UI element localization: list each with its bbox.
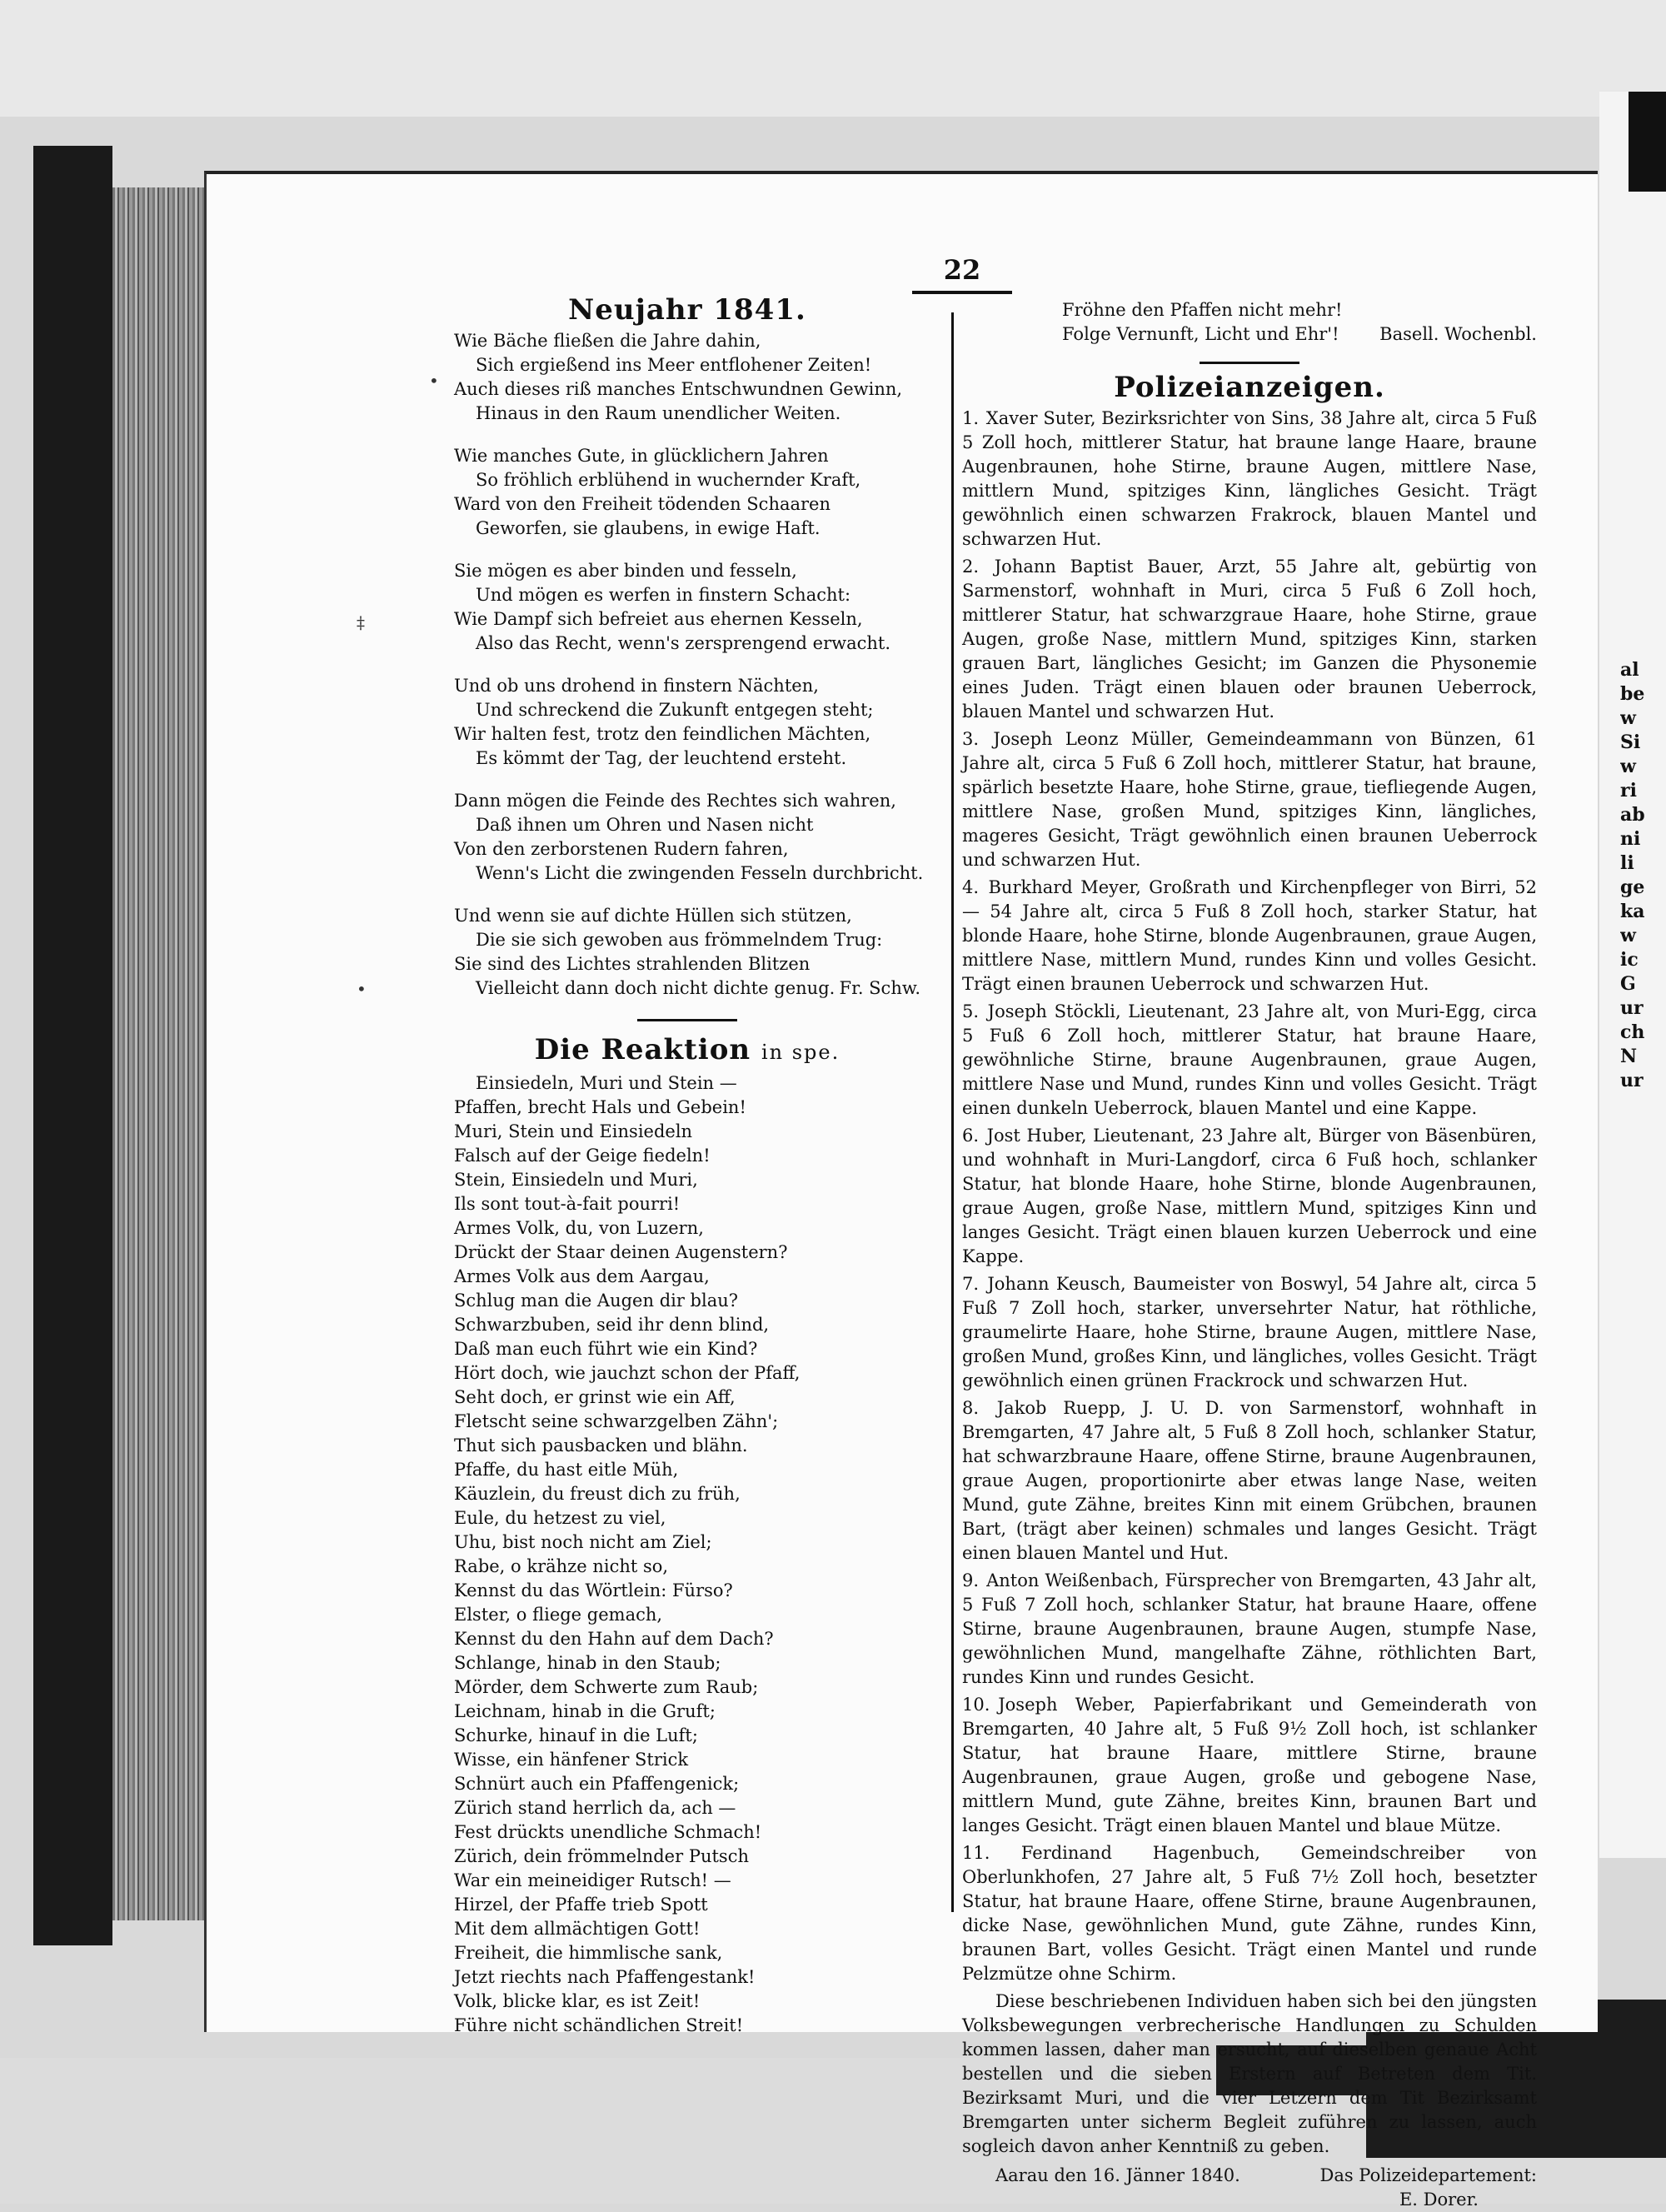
notice-text: Jost Huber, Lieutenant, 23 Jahre alt, Bürger von Bäsenbüren, und wohnhaft in Muri-Langdorf, circa 6 Fuß hoch, schlanker Statur, hat blonde Haare, hohe Stirne, blonde Augenbraunen, graue Augen, große Nase, mittlern Mund, spitziges Kinn und langes Gesicht. Trägt einen blauen kurzen Ueberrock und eine Kappe.: [962, 1126, 1537, 1266]
poem2-title-main: Die Reaktion: [534, 1033, 751, 1066]
poem-line: Armes Volk, du, von Luzern,: [454, 1218, 704, 1238]
continuation-source: Basell. Wochenbl.: [1379, 324, 1537, 344]
section-rule: [1200, 362, 1299, 364]
continuation-closing-row: [962, 322, 1537, 347]
poem1-signature: Fr. Schw.: [839, 978, 920, 998]
poem-line: Elster, o fliege gemach,: [454, 1605, 663, 1625]
poem-line: Schurke, hinauf in die Luft;: [454, 1725, 698, 1745]
poem-line: Daß man euch führt wie ein Kind?: [454, 1339, 758, 1359]
fragment-line: al: [1620, 659, 1639, 681]
fragment-line: ab: [1620, 804, 1645, 826]
scan-background-top: [0, 0, 1666, 117]
poem-line: Schnürt auch ein Pfaffengenick;: [454, 1774, 740, 1794]
notice-number: 5.: [962, 1001, 980, 1021]
notice-text: Xaver Suter, Bezirksrichter von Sins, 38 Jahre alt, circa 5 Fuß 5 Zoll hoch, mittlerer Statur, hat braune lange Haare, braune Augenbraunen, hohe Stirne, braune Augen, mittlere Nase, mittlern Mund, spitziges Kinn, längliches Gesicht. Trägt gewöhnlich einen schwarzen Frakrock, blauen Mantel und schwarzen Hut.: [962, 408, 1537, 549]
poem-line: Wisse, ein hänfener Strick: [454, 1750, 689, 1770]
notice-text: Johann Keusch, Baumeister von Boswyl, 54 Jahre alt, circa 5 Fuß 7 Zoll hoch, starker, unversehrter Natur, hat röthliche, graumelirte Haare, hohe Stirne, braune Augen, mittlere Nase, großen Mund, großes Kinn, und längliches, volles Gesicht. Trägt gewöhnlich einen grünen Frackrock und schwarzen Hut.: [962, 1274, 1537, 1391]
police-notice: [962, 555, 1537, 724]
poem-line: Seht doch, er grinst wie ein Aff,: [454, 1387, 736, 1407]
poem-line: Wenn's Licht die zwingenden Fesseln durchbricht.: [476, 863, 924, 883]
poem-line: Dann mögen die Feinde des Rechtes sich wahren,: [454, 791, 896, 811]
poem-line: Und ob uns drohend in finstern Nächten,: [454, 676, 819, 696]
police-notice: [962, 407, 1537, 552]
police-notice: [962, 1841, 1537, 1986]
poem-line: Thut sich pausbacken und blähn.: [454, 1436, 748, 1456]
police-notice: [962, 1000, 1537, 1121]
police-notice: [962, 727, 1537, 872]
continuation-line: Fröhne den Pfaffen nicht mehr!: [1062, 300, 1343, 320]
fragment-line: ri: [1620, 780, 1637, 801]
poem1-stanza: [454, 329, 920, 426]
poem-line: Uhu, bist noch nicht am Ziel;: [454, 1532, 712, 1552]
poem-line: Wie manches Gute, in glücklichern Jahren: [454, 446, 829, 466]
poem2-title: [454, 1033, 920, 1066]
continuation-line: Folge Vernunft, Licht und Ehr'!: [1062, 324, 1339, 344]
fragment-line: ni: [1620, 828, 1641, 850]
book-spine-edges: [112, 187, 204, 1920]
poem-line: So fröhlich erblühend in wuchernder Kraft,: [476, 470, 861, 490]
poem-line: Pfaffen, brecht Hals und Gebein!: [454, 1097, 746, 1117]
poem-line: Hört doch, wie jauchzt schon der Pfaff,: [454, 1363, 801, 1383]
poem2-lines: [454, 1071, 920, 2038]
police-notice: [962, 1693, 1537, 1838]
notice-text: Jakob Ruepp, J. U. D. von Sarmenstorf, wohnhaft in Bremgarten, 47 Jahre alt, 5 Fuß 8 Zoll hoch, schlanker Statur, hat schwarzbraune Haare, offene Stirne, braune Augenbraunen, graue Augen, proportionirte aber etwas lange Nase, weiten Mund, gute Zähne, breites Kinn mit einem Grübchen, braunen Bart, (trägt aber keinen) schmales und langes Gesicht. Trägt einen blauen Mantel und Hut.: [962, 1398, 1537, 1563]
police-notices: [962, 407, 1537, 1986]
place-date: Aarau den 16. Jänner 1840.: [995, 2165, 1240, 2185]
notice-number: 3.: [962, 729, 980, 749]
fragment-line: ur: [1620, 997, 1644, 1019]
notice-number: 11.: [962, 1843, 990, 1863]
fragment-line: w: [1620, 756, 1636, 777]
poem-line: Volk, blicke klar, es ist Zeit!: [454, 1991, 701, 2011]
fragment-line: G: [1620, 973, 1636, 995]
page-number: 22: [912, 254, 1012, 294]
notice-text: Joseph Weber, Papierfabrikant und Gemeinderath von Bremgarten, 40 Jahre alt, 5 Fuß 9½ Zoll hoch, ist schlanker Statur, hat braune Haare, mittlere Stirne, braune Augenbraunen, graue Augen, große und gebogene Nase, mittlern Mund, gute Zähne, breites Kinn, braunen Bart und langes Gesicht. Trägt einen blauen Mantel und blaue Mütze.: [962, 1695, 1537, 1835]
poem-line: Schlange, hinab in den Staub;: [454, 1653, 721, 1673]
poem-line: Falsch auf der Geige fiedeln!: [454, 1146, 711, 1166]
poem-line: Ward von den Freiheit tödenden Schaaren: [454, 494, 831, 514]
margin-mark: ‡: [357, 612, 365, 632]
poem-line: Käuzlein, du freust dich zu früh,: [454, 1484, 741, 1504]
poem1-stanza: [454, 559, 920, 656]
notice-number: 4.: [962, 877, 980, 897]
poem-line: Also das Recht, wenn's zersprengend erwacht.: [476, 633, 891, 653]
notice-number: 7.: [962, 1274, 980, 1294]
poem-line: Es kömmt der Tag, der leuchtend ersteht.: [476, 748, 847, 768]
poem-line: Jetzt riechts nach Pfaffengestank!: [454, 1967, 756, 1987]
police-closing-paragraph: Diese beschriebenen Individuen haben sich bei den jüngsten Volksbewegungen verbrecherische Handlungen zu Schulden kommen lassen, daher man ersucht, auf dieselben genaue Acht bestellen und die sieben Erstern auf Betreten dem Tit. Bezirksamt Muri, und die vier Letzern dem Tit Bezirksamt Bremgarten unter sicherm Begleit zuführen zu lassen, auch sogleich davon anher Kenntniß zu geben.: [962, 1991, 1537, 2156]
section-rule: [637, 1019, 737, 1021]
poem1-stanza: [454, 789, 924, 886]
poem-line: Und wenn sie auf dichte Hüllen sich stützen,: [454, 906, 852, 926]
scan-shadow-top-right: [1629, 92, 1666, 192]
margin-mark: •: [357, 979, 367, 999]
poem-line: Wir halten fest, trotz den feindlichen Mächten,: [454, 724, 871, 744]
poem-line: Sie sind des Lichtes strahlenden Blitzen: [454, 954, 811, 974]
notice-number: 2.: [962, 557, 980, 577]
poem-line: Ils sont tout-à-fait pourri!: [454, 1194, 681, 1214]
poem-line: Zürich stand herrlich da, ach —: [454, 1798, 736, 1818]
fragment-line: ic: [1620, 949, 1639, 971]
notice-text: Joseph Stöckli, Lieutenant, 23 Jahre alt, von Muri-Egg, circa 5 Fuß 6 Zoll hoch, mittlerer Statur, hat braune Haare, gewöhnliche Stirne, braune Augenbraunen, graue Augen, mittlere Nase und Mund, rundes Kinn und volles Gesicht. Trägt einen dunkeln Ueberrock, blauen Mantel und eine Kappe.: [962, 1001, 1537, 1118]
fragment-line: ur: [1620, 1070, 1644, 1091]
poem-line: Mit dem allmächtigen Gott!: [454, 1919, 701, 1939]
poem-line: Leichnam, hinab in die Gruft;: [454, 1701, 716, 1721]
poem-line: Wie Bäche fließen die Jahre dahin,: [454, 331, 761, 351]
poem-line: Hirzel, der Pfaffe trieb Spott: [454, 1895, 708, 1915]
poem-line: Führe nicht schändlichen Streit!: [454, 2015, 744, 2035]
poem-line: Sie mögen es aber binden und fesseln,: [454, 561, 797, 581]
poem1-stanzas: [454, 329, 924, 886]
poem-line: Muri, Stein und Einsiedeln: [454, 1121, 693, 1141]
poem-line: Pfaffe, du hast eitle Müh,: [454, 1460, 679, 1480]
signatory: E. Dorer.: [1399, 2190, 1479, 2210]
poem-line: Kennst du den Hahn auf dem Dach?: [454, 1629, 774, 1649]
right-column: [962, 298, 1537, 2212]
police-notice: [962, 1396, 1537, 1565]
fragment-line: ka: [1620, 901, 1645, 922]
police-notice: [962, 876, 1537, 996]
poem-line: Einsiedeln, Muri und Stein —: [476, 1073, 737, 1093]
poem1-last-stanza: [454, 904, 920, 1001]
margin-mark: •: [429, 371, 439, 391]
poem-line: Fletscht seine schwarzgelben Zähn';: [454, 1411, 779, 1431]
police-closing-row: [962, 2164, 1537, 2188]
poem-line: Schwarzbuben, seid ihr denn blind,: [454, 1315, 770, 1335]
poem2-title-suffix: in spe.: [761, 1041, 840, 1064]
fragment-line: N: [1620, 1046, 1638, 1067]
scan-shadow-left: [33, 146, 112, 1945]
poem-line: War ein meineidiger Rutsch! —: [454, 1870, 731, 1890]
poem-line: Sich ergießend ins Meer entflohener Zeiten!: [476, 355, 872, 375]
poem-line: Von den zerborstenen Rudern fahren,: [454, 839, 789, 859]
poem1-stanza: [454, 444, 920, 541]
notice-number: 6.: [962, 1126, 980, 1146]
poem-line: Auch dieses riß manches Entschwundnen Gewinn,: [454, 379, 903, 399]
poem-line: Und mögen es werfen in finstern Schacht:: [476, 585, 851, 605]
poem-line: Und schreckend die Zukunft entgegen steht;: [476, 700, 874, 720]
fragment-line: ch: [1620, 1021, 1645, 1043]
fragment-line: Si: [1620, 732, 1641, 753]
poem-line: Zürich, dein frömmelnder Putsch: [454, 1846, 749, 1866]
column-divider: [951, 312, 954, 1912]
poem1-stanza: [454, 674, 920, 771]
poem1-title: Neujahr 1841.: [568, 293, 806, 327]
poem-line: Eule, du hetzest zu viel,: [454, 1508, 666, 1528]
police-notice: [962, 1272, 1537, 1393]
fragment-line: be: [1620, 683, 1645, 705]
poem-line: Mörder, dem Schwerte zum Raub;: [454, 1677, 759, 1697]
notice-number: 8.: [962, 1398, 980, 1418]
poem-line: Die sie sich gewoben aus frömmelndem Trug:: [476, 930, 883, 950]
poem-line: Armes Volk aus dem Aargau,: [454, 1266, 710, 1286]
notice-number: 10.: [962, 1695, 990, 1715]
poem-line: Fest drückts unendliche Schmach!: [454, 1822, 762, 1842]
notice-text: Anton Weißenbach, Fürsprecher von Bremgarten, 43 Jahr alt, 5 Fuß 7 Zoll hoch, schlanker Statur, hat braune Haare, offene Stirne, braune Augenbraunen, braune Augen, stumpfe Nase, gewöhnlichen Mund, mangelhafte Zähne, röthlichten Bart, rundes Kinn und rundes Gesicht.: [962, 1570, 1537, 1687]
notice-text: Ferdinand Hagenbuch, Gemeindschreiber von Oberlunkhofen, 27 Jahre alt, 5 Fuß 7½ Zoll hoch, besetzter Statur, hat braune Haare, offene Stirne, braune Augenbraunen, dicke Nase, gewöhnlichen Mund, gute Zähne, rundes Kinn, braunen Bart, volles Gesicht. Trägt einen Mantel und runde Pelzmütze ohne Schirm.: [962, 1843, 1537, 1984]
poem-line: Stein, Einsiedeln und Muri,: [454, 1170, 698, 1190]
poem-line: Rabe, o krähze nicht so,: [454, 1556, 669, 1576]
police-title: Polizeianzeigen.: [1114, 371, 1385, 404]
notice-text: Burkhard Meyer, Großrath und Kirchenpfleger von Birri, 52 — 54 Jahre alt, circa 5 Fuß 8 Zoll hoch, starker Statur, hat blonde Haare, hohe Stirne, blonde Augenbraunen, graue Augen, mittlere Nase, mittlern Mund, rundes Kinn und volles Gesicht. Trägt einen braunen Ueberrock und schwarzen Hut.: [962, 877, 1537, 994]
fragment-line: ge: [1620, 876, 1645, 898]
poem-line: Kennst du das Wörtlein: Fürso?: [454, 1580, 733, 1600]
poem-line: Drückt der Staar deinen Augenstern?: [454, 1242, 788, 1262]
notice-number: 9.: [962, 1570, 980, 1590]
police-notice: [962, 1124, 1537, 1269]
poem-line: Daß ihnen um Ohren und Nasen nicht: [476, 815, 814, 835]
fragment-line: w: [1620, 707, 1636, 729]
notice-number: 1.: [962, 408, 980, 428]
adjacent-page-fragments: [1620, 658, 1666, 1093]
poem-line: Freiheit, die himmlische sank,: [454, 1943, 723, 1963]
police-notice: [962, 1569, 1537, 1690]
fragment-line: li: [1620, 852, 1634, 874]
poem-line: Vielleicht dann doch nicht dichte genug.: [476, 978, 835, 998]
poem-line: Geworfen, sie glaubens, in ewige Haft.: [476, 518, 821, 538]
poem-line: Schlug man die Augen dir blau?: [454, 1291, 739, 1311]
notice-text: Johann Baptist Bauer, Arzt, 55 Jahre alt, gebürtig von Sarmenstorf, wohnhaft in Muri, circa 5 Fuß 6 Zoll hoch, mittlerer Statur, hat schwarzgraue Haare, hohe Stirne, graue Augen, große Nase, mittlern Mund, spitziges Kinn, starken grauen Bart, längliches Gesicht; im Ganzen die Physonemie eines Juden. Trägt einen blauen oder braunen Ueberrock, blauen Mantel und schwarzen Hut.: [962, 557, 1537, 722]
poem-line: Hinaus in den Raum unendlicher Weiten.: [476, 403, 841, 423]
poem1-closing-row: [454, 976, 920, 1001]
notice-text: Joseph Leonz Müller, Gemeindeammann von Bünzen, 61 Jahre alt, circa 5 Fuß 6 Zoll hoch, mittlerer Statur, hat braune, spärlich besetzte Haare, hohe Stirne, graue, tiefliegende Augen, mittlere Nase, großen Mund, spitziges Kinn, längliches, mageres Gesicht, Trägt gewöhnlich einen braunen Ueberrock und schwarzen Hut.: [962, 729, 1537, 870]
fragment-line: w: [1620, 925, 1636, 946]
poem-line: Wie Dampf sich befreiet aus ehernen Kesseln,: [454, 609, 863, 629]
department-name: Das Polizeidepartement:: [1319, 2165, 1537, 2185]
left-column: [454, 293, 924, 2038]
